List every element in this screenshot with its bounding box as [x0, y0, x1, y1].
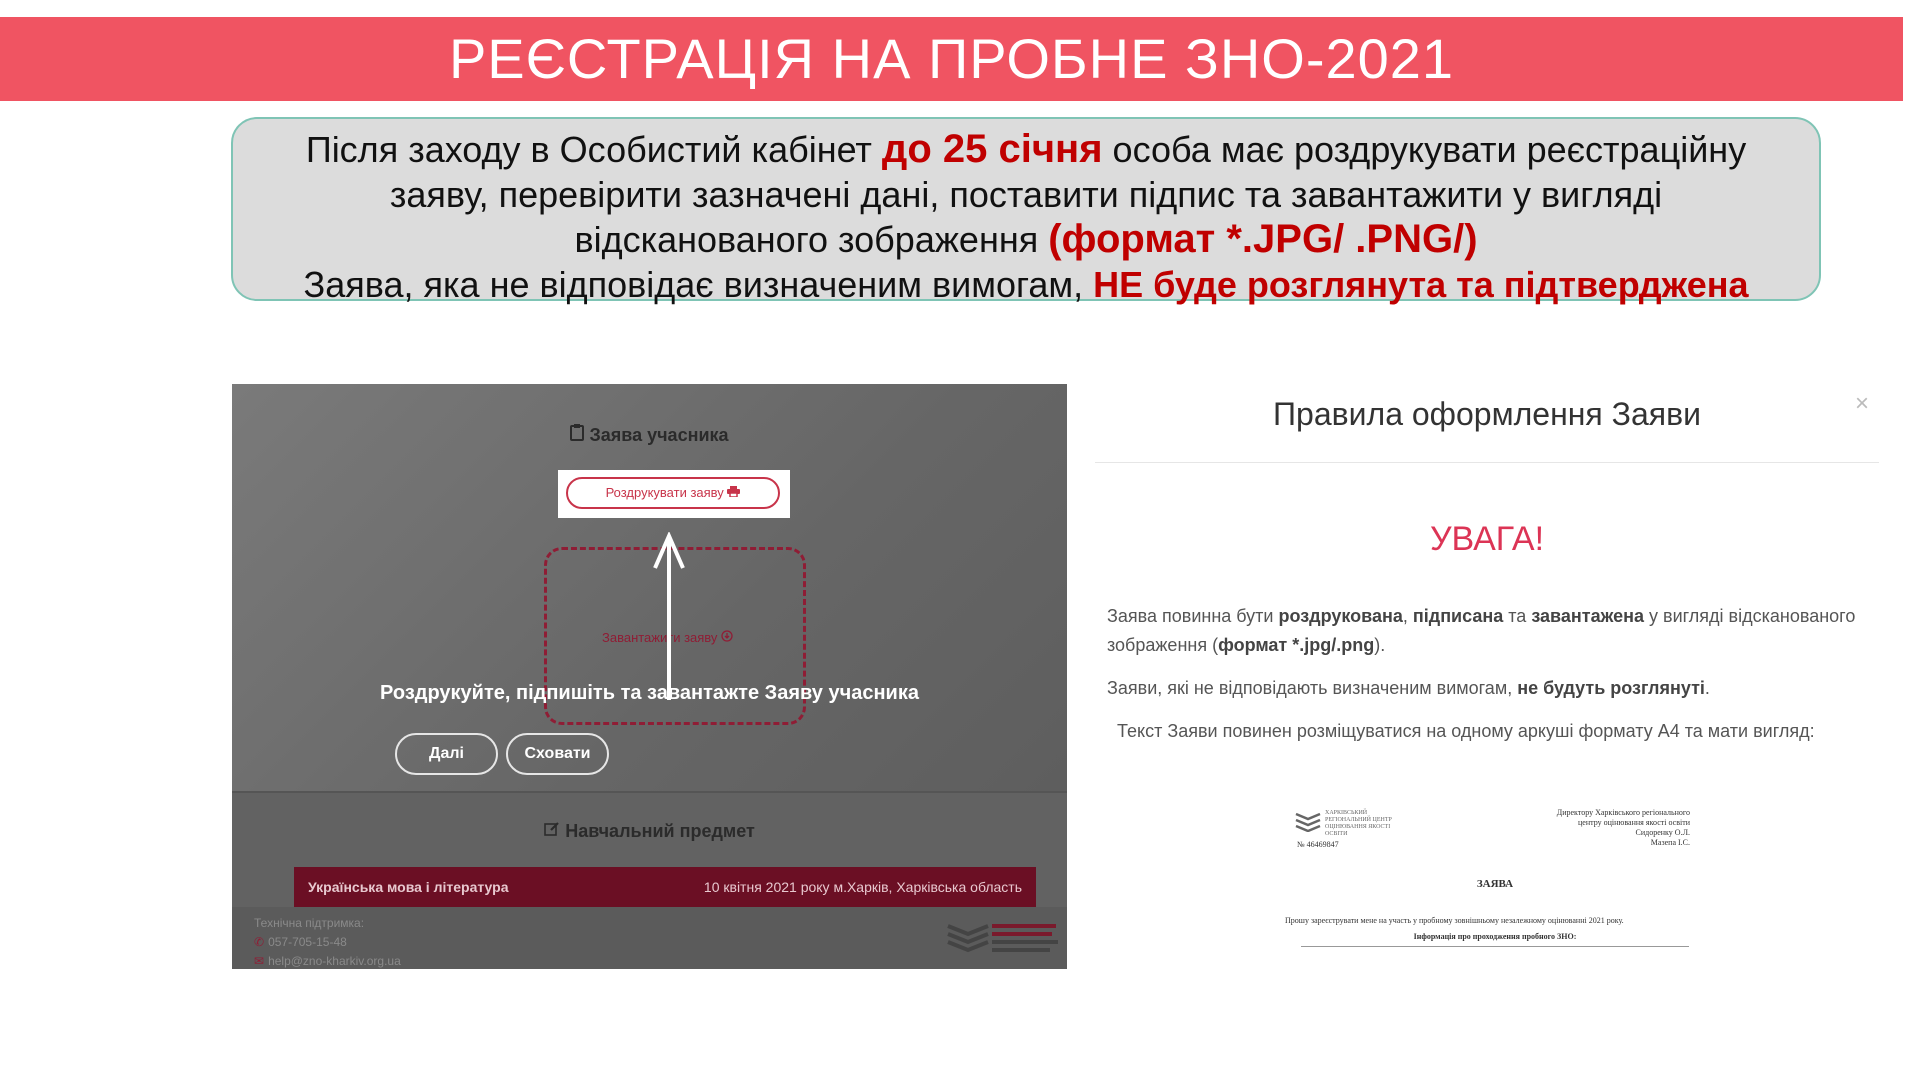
phone-icon: ✆	[254, 935, 265, 949]
modal-divider	[1095, 462, 1879, 463]
support-email-row	[254, 952, 401, 969]
addressee-line: Сидоренку О.Л.	[1635, 828, 1690, 837]
deadline-highlight: до 25 січня	[881, 127, 1103, 171]
addressee-line: Директору Харківського регіонального	[1556, 808, 1690, 817]
rules-text	[1107, 602, 1867, 760]
close-icon[interactable]: ×	[1854, 390, 1869, 417]
clipboard-icon	[570, 425, 589, 445]
subject-name: Українська мова і література	[308, 879, 509, 895]
rule-bold: формат *.jpg/.png	[1218, 635, 1375, 655]
rule-text: та	[1503, 606, 1532, 626]
notice-text: Після заходу в Особистий кабінет	[305, 129, 882, 170]
instruction-text: Роздрукуйте, підпишіть та завантажте Заяву учасника	[380, 682, 919, 704]
tech-support	[254, 914, 401, 969]
print-button-highlight	[558, 470, 790, 518]
hide-button[interactable]: Сховати	[506, 733, 609, 775]
page-title: РЕЄСТРАЦІЯ НА ПРОБНЕ ЗНО-2021	[0, 17, 1903, 101]
notice-text: Заява, яка не відповідає визначеним вимогам,	[303, 264, 1094, 305]
support-title: Технічна підтримка:	[254, 916, 365, 930]
notice-text: відсканованого зображення	[574, 219, 1049, 260]
sample-logo-icon	[1295, 810, 1321, 832]
notice-line-4	[233, 262, 1819, 307]
rules-modal-screenshot	[1095, 384, 1879, 974]
rule-bold: не будуть розглянуті	[1517, 678, 1705, 698]
rule-text: у вигляді відсканованого зображення (	[1107, 606, 1856, 655]
modal-title: Правила оформлення Заяви	[1273, 396, 1701, 432]
application-heading	[232, 424, 1067, 446]
sample-org: ХАРКІВСЬКИЙ РЕГІОНАЛЬНИЙ ЦЕНТР ОЦІНЮВАННЯ ЯКОСТІ ОСВІТИ	[1325, 810, 1392, 837]
rule-text: .	[1704, 678, 1710, 698]
rule-1	[1107, 602, 1867, 660]
next-button[interactable]: Далі	[395, 733, 498, 775]
notice-line-3	[233, 217, 1819, 262]
subject-date-place: 10 квітня 2021 року м.Харків, Харківська область	[703, 879, 1022, 895]
rule-bold: підписана	[1412, 606, 1504, 626]
support-email[interactable]: help@zno-kharkiv.org.ua	[268, 954, 401, 968]
rule-text: ).	[1374, 635, 1386, 655]
notice-line-1	[233, 127, 1819, 172]
sample-number: № 46469847	[1297, 840, 1339, 849]
sample-line	[1301, 946, 1689, 947]
registration-notice	[231, 117, 1821, 305]
download-circle-icon	[721, 630, 733, 645]
upload-application-link[interactable]	[602, 630, 772, 645]
print-application-button[interactable]	[566, 477, 780, 509]
rule-text: ,	[1402, 606, 1413, 626]
application-heading-label: Заява учасника	[589, 425, 729, 445]
sample-addressee	[1490, 808, 1690, 848]
sample-heading: ЗАЯВА	[1476, 878, 1514, 890]
warning-highlight: НЕ буде розглянута та підтверджена	[1093, 264, 1749, 305]
sample-info: Інформація про проходження пробного ЗНО:	[1413, 932, 1577, 941]
printer-icon	[727, 485, 740, 500]
support-phone-row	[254, 933, 401, 952]
subject-row[interactable]	[294, 867, 1036, 907]
rule-2	[1107, 674, 1867, 703]
sample-request: Прошу зареєструвати мене на участь у пробному зовнішньому незалежному оцінюванні 2021 року.	[1285, 916, 1624, 925]
upload-link-label: Завантажити заяву	[602, 630, 718, 645]
addressee-line: Мазепа І.С.	[1650, 838, 1690, 847]
notice-text: особа має роздрукувати реєстраційну	[1102, 129, 1747, 170]
format-highlight: (формат *.JPG/ .PNG/)	[1048, 217, 1478, 261]
support-phone: 057-705-15-48	[268, 935, 347, 949]
rule-text: Заяви, які не відповідають визначеним вимогам,	[1107, 678, 1518, 698]
up-arrow-icon	[652, 532, 686, 702]
edit-icon	[544, 821, 565, 841]
rule-bold: завантажена	[1531, 606, 1645, 626]
rule-3: Текст Заяви повинен розміщуватися на одному аркуші формату А4 та мати вигляд:	[1117, 721, 1815, 741]
rule-bold: роздрукована	[1278, 606, 1403, 626]
cabinet-screenshot	[232, 384, 1067, 969]
print-button-label: Роздрукувати заяву	[605, 485, 724, 500]
subject-heading-label: Навчальний предмет	[565, 821, 755, 841]
subject-heading	[232, 821, 1067, 842]
section-divider	[232, 791, 1067, 793]
application-sample	[1285, 794, 1695, 974]
attention-heading: УВАГА!	[1429, 520, 1545, 558]
rule-text: Заява повинна бути	[1107, 606, 1279, 626]
addressee-line: центру оцінювання якості освіти	[1578, 818, 1690, 827]
envelope-icon: ✉	[254, 954, 265, 968]
center-logo	[946, 916, 1062, 965]
notice-line-2: заяву, перевірити зазначені дані, поставити підпис та завантажити у вигляді	[389, 174, 1663, 215]
